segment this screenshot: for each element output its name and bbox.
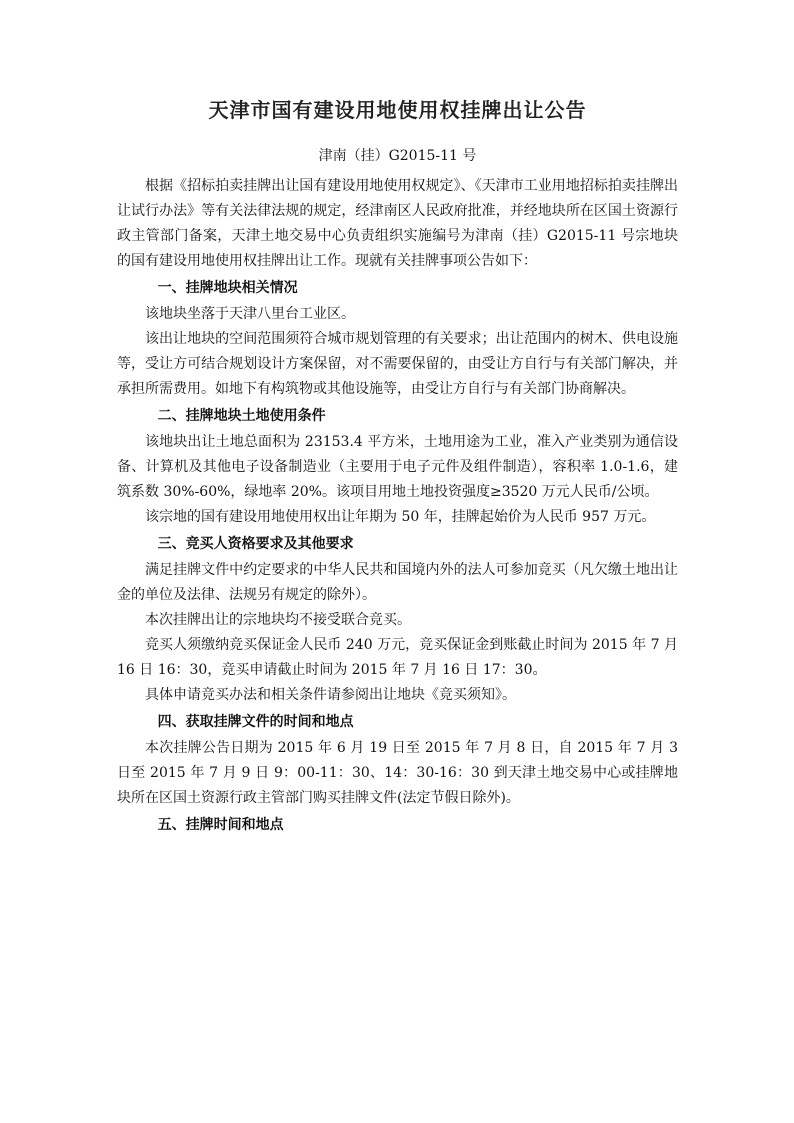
document-title: 天津市国有建设用地使用权挂牌出让公告 — [208, 98, 587, 122]
document-page — [117, 96, 678, 839]
section-4-paragraph-1: 本次挂牌公告日期为 2015 年 6 月 19 日至 2015 年 7 月 8 日，自 2015 年 7 月 3 日至 2015 年 7 月 9 日 9：00-11：30、14：30-16：30 到天津土地交易中心或挂牌地块所在区国土资源行政主管部门购买挂牌文件(法定节假日除外)。 — [117, 740, 678, 806]
section-1-paragraph-2: 该出让地块的空间范围须符合城市规划管理的有关要求；出让范围内的树木、供电设施等，受让方可结合规划设计方案保留，对不需要保留的，由受让方自行与有关部门解决，并承担所需费用。如地下有构筑物或其他设施等，由受让方自行与有关部门协商解决。 — [117, 331, 678, 397]
intro-paragraph: 根据《招标拍卖挂牌出让国有建设用地使用权规定》、《天津市工业用地招标拍卖挂牌出让试行办法》等有关法律法规的规定，经津南区人民政府批准，并经地块所在区国土资源行政主管部门备案，天津土地交易中心负责组织实施编号为津南（挂）G2015-11 号宗地块的国有建设用地使用权挂牌出让工作。现就有关挂牌事项公告如下： — [117, 178, 678, 269]
section-2-paragraph-1: 该地块出让土地总面积为 23153.4 平方米，土地用途为工业，准入产业类别为通信设备、计算机及其他电子设备制造业（主要用于电子元件及组件制造），容积率 1.0-1.6，建筑系数 30%-60%，绿地率 20%。该项目用地土地投资强度≥3520 万元人民币/公顷。 — [117, 434, 678, 500]
section-3-paragraph-4: 具体申请竞买办法和相关条件请参阅出让地块《竞买须知》。 — [145, 687, 516, 703]
document-number: 津南（挂）G2015-11 号 — [318, 148, 477, 164]
section-3-paragraph-2: 本次挂牌出让的宗地块均不接受联合竞买。 — [145, 612, 411, 628]
section-heading-3: 三、竞买人资格要求及其他要求 — [157, 536, 354, 552]
section-3-paragraph-1: 满足挂牌文件中约定要求的中华人民共和国境内外的法人可参加竞买（凡欠缴土地出让金的单位及法律、法规另有规定的除外）。 — [117, 562, 678, 603]
section-heading-4: 四、获取挂牌文件的时间和地点 — [157, 714, 354, 730]
section-heading-2: 二、挂牌地块土地使用条件 — [157, 408, 326, 424]
section-2-paragraph-2: 该宗地的国有建设用地使用权出让年期为 50 年，挂牌起始价为人民币 957 万元。 — [145, 509, 656, 525]
section-heading-1: 一、挂牌地块相关情况 — [157, 280, 298, 296]
section-3-paragraph-3: 竞买人须缴纳竞买保证金人民币 240 万元，竞买保证金到账截止时间为 2015 年 7 月 16 日 16：30，竞买申请截止时间为 2015 年 7 月 16 日 17：30。 — [117, 637, 678, 678]
section-heading-5: 五、挂牌时间和地点 — [157, 817, 284, 833]
section-1-paragraph-1: 该地块坐落于天津八里台工业区。 — [145, 306, 355, 322]
